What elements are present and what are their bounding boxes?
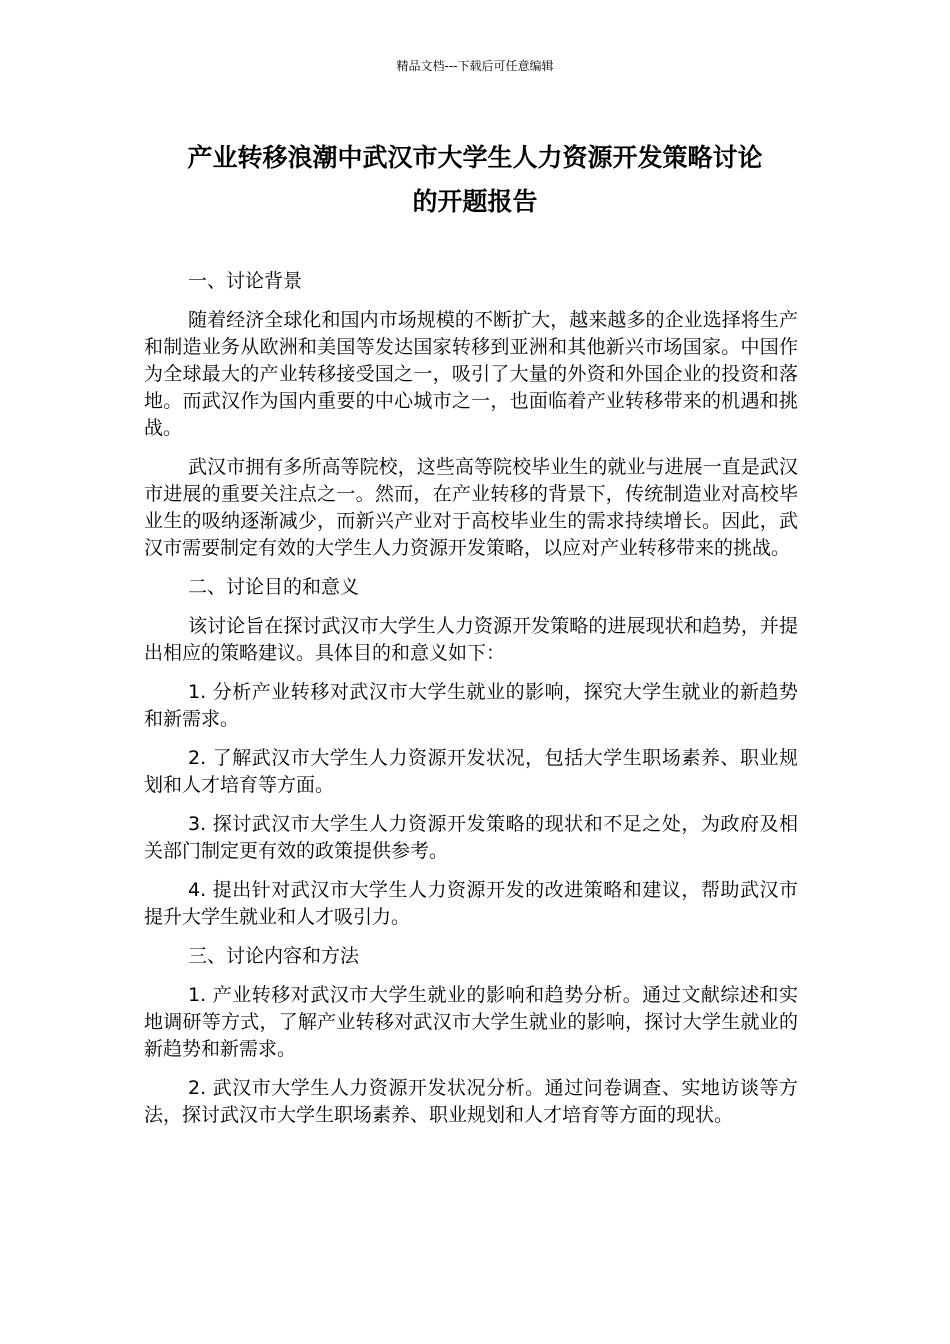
- section-content-methods: [144, 943, 798, 1129]
- title-line-1: 产业转移浪潮中武汉市大学生人力资源开发策略讨论: [187, 143, 763, 172]
- section-heading: 三、讨论内容和方法: [188, 945, 360, 967]
- section-purpose: [144, 574, 798, 931]
- header-note: 精品文档---下载后可任意编辑: [396, 59, 554, 73]
- document-body: [144, 268, 798, 1141]
- paragraph: 随着经济全球化和国内市场规模的不断扩大，越来越多的企业选择将生产和制造业务从欧洲和美国等发达国家转移到亚洲和其他新兴市场国家。中国作为全球最大的产业转移接受国之一，吸引了大量的外资和外国企业的投资和落地。而武汉作为国内重要的中心城市之一，也面临着产业转移带来的机遇和挑战。: [144, 309, 798, 439]
- section-background: [144, 268, 798, 562]
- list-item: 2. 武汉市大学生人力资源开发状况分析。通过问卷调查、实地访谈等方法，探讨武汉市大学生职场素养、职业规划和人才培育等方面的现状。: [144, 1077, 798, 1126]
- list-item: 2. 了解武汉市大学生人力资源开发状况，包括大学生职场素养、职业规划和人才培育等方面。: [144, 747, 798, 796]
- paragraph: 武汉市拥有多所高等院校，这些高等院校毕业生的就业与进展一直是武汉市进展的重要关注点之一。然而，在产业转移的背景下，传统制造业对高校毕业生的吸纳逐渐减少，而新兴产业对于高校毕业生的需求持续增长。因此，武汉市需要制定有效的大学生人力资源开发策略，以应对产业转移带来的挑战。: [144, 456, 798, 559]
- list-item: 4. 提出针对武汉市大学生人力资源开发的改进策略和建议，帮助武汉市提升大学生就业和人才吸引力。: [144, 879, 798, 928]
- list-item: 3. 探讨武汉市大学生人力资源开发策略的现状和不足之处，为政府及相关部门制定更有效的政策提供参考。: [144, 813, 798, 862]
- section-heading: 一、讨论背景: [188, 270, 303, 292]
- title-line-2: 的开题报告: [412, 187, 538, 216]
- section-heading: 二、讨论目的和意义: [188, 576, 360, 598]
- list-item: 1. 分析产业转移对武汉市大学生就业的影响，探究大学生就业的新趋势和新需求。: [144, 681, 798, 730]
- paragraph: 该讨论旨在探讨武汉市大学生人力资源开发策略的进展现状和趋势，并提出相应的策略建议。具体目的和意义如下：: [144, 615, 798, 664]
- document-title: [140, 136, 810, 224]
- list-item: 1. 产业转移对武汉市大学生就业的影响和趋势分析。通过文献综述和实地调研等方式，了解产业转移对武汉市大学生就业的影响，探讨大学生就业的新趋势和新需求。: [144, 984, 798, 1060]
